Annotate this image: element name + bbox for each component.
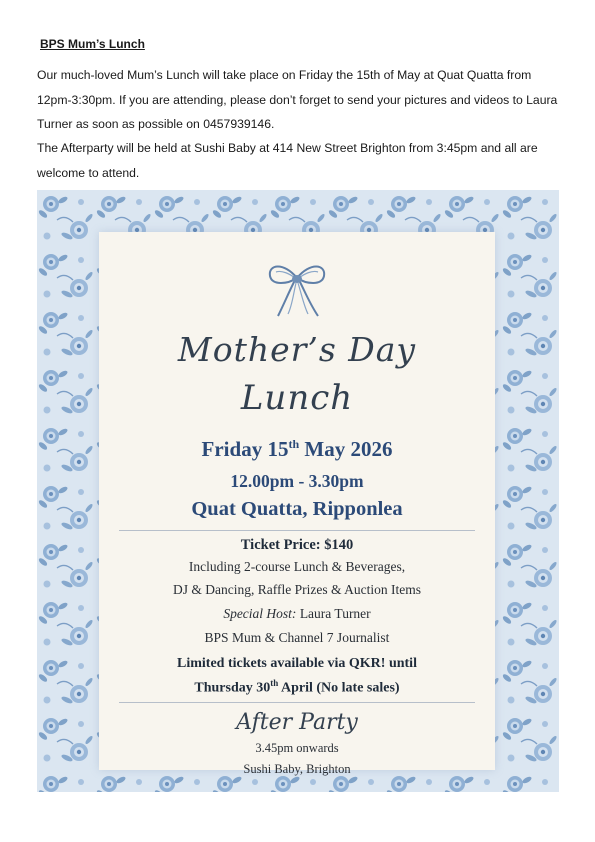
event-date-suffix: th	[288, 437, 300, 451]
event-time: 12.00pm - 3.30pm	[230, 471, 364, 491]
includes-line-1: Including 2-course Lunch & Beverages,	[188, 559, 406, 574]
tickets-deadline-suffix: th	[270, 678, 279, 688]
tickets-deadline-day: Thursday 30	[194, 680, 271, 696]
event-date-rest: May 2026	[299, 437, 393, 461]
ribbon-bow-icon	[262, 258, 332, 320]
script-title-line2: Lunch	[240, 378, 354, 418]
host-label: Special Host:	[223, 606, 297, 621]
tickets-availability-line-2	[99, 678, 495, 697]
event-date-day: Friday 15	[201, 437, 289, 461]
script-title-line1: Mother’s Day	[177, 330, 417, 369]
page-title: BPS Mum’s Lunch	[40, 37, 145, 51]
event-flyer	[37, 190, 559, 792]
tickets-availability-line-1: Limited tickets available via QKR! until	[177, 656, 417, 671]
event-venue: Quat Quatta, Ripponlea	[191, 498, 403, 520]
special-host	[99, 606, 495, 622]
host-role: BPS Mum & Channel 7 Journalist	[204, 630, 390, 645]
host-name: Laura Turner	[296, 606, 371, 621]
divider	[119, 702, 475, 703]
afterparty-script-title: After Party	[236, 710, 358, 735]
afterparty-paragraph: The Afterparty will be held at Sushi Baby at 414 New Street Brighton from 3:45pm and all are welcome to attend.	[37, 141, 538, 180]
includes-line-2: DJ & Dancing, Raffle Prizes & Auction Items	[173, 582, 421, 597]
tickets-deadline-rest: April (No late sales)	[278, 680, 400, 696]
divider	[119, 530, 475, 531]
ticket-price: Ticket Price: $140	[240, 537, 354, 553]
event-date	[99, 437, 495, 462]
invitation-card	[99, 232, 495, 776]
afterparty-time: 3.45pm onwards	[255, 741, 339, 755]
lunch-details-paragraph: Our much-loved Mum’s Lunch will take place on Friday the 15th of May at Quat Quatta from 12pm-3:30pm. If you are attending, please don’t forget to send your pictures and videos to Laura Turner as soon as possible on 0457939146.	[37, 68, 558, 131]
afterparty-venue: Sushi Baby, Brighton	[243, 762, 351, 776]
